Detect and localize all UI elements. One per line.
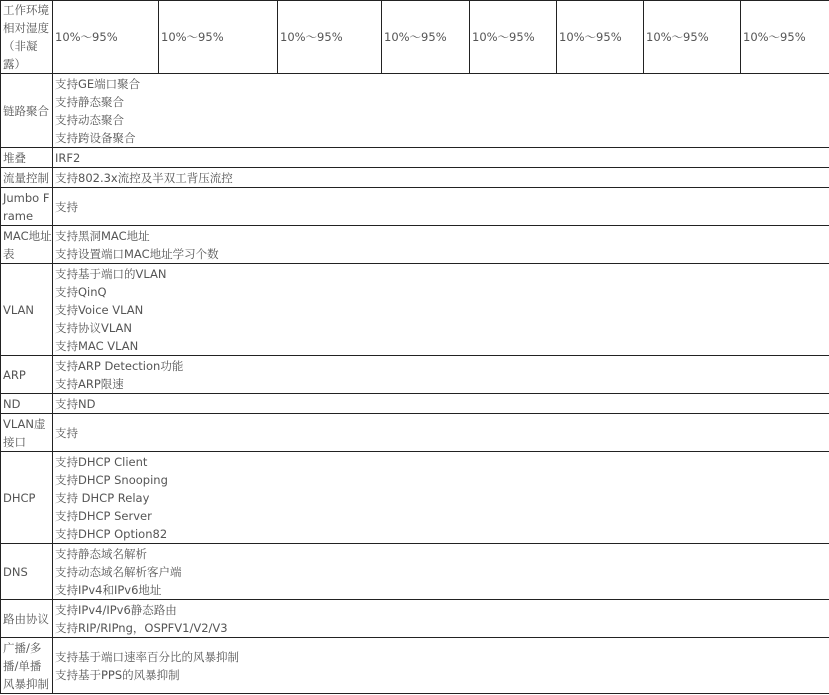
humidity-value: 10%～95% <box>278 1 382 74</box>
feature-value-cell <box>53 600 829 638</box>
feature-value-line: 支持跨设备聚合 <box>55 130 136 145</box>
feature-row <box>1 226 829 264</box>
feature-row <box>1 168 829 188</box>
feature-row <box>1 188 829 226</box>
feature-label: 链路聚合 <box>1 74 53 148</box>
feature-value-line: 支持ARP限速 <box>55 376 124 391</box>
feature-value-cell <box>53 414 829 452</box>
feature-row <box>1 544 829 600</box>
humidity-value: 10%～95% <box>741 1 829 74</box>
feature-value-line: 支持基于PPS的风暴抑制 <box>55 667 180 682</box>
feature-value-line: 支持设置端口MAC地址学习个数 <box>55 246 219 261</box>
feature-row <box>1 638 829 694</box>
feature-value-line: 支持ARP Detection功能 <box>55 358 184 373</box>
feature-row <box>1 264 829 356</box>
feature-value-cell <box>53 74 829 148</box>
feature-value-cell <box>53 638 829 694</box>
spec-table-body <box>1 1 829 694</box>
humidity-value: 10%～95% <box>382 1 470 74</box>
feature-value-line: 支持基于端口速率百分比的风暴抑制 <box>55 649 239 664</box>
feature-label: VLAN <box>1 264 53 356</box>
feature-value-line: 支持静态域名解析 <box>55 546 147 561</box>
feature-row <box>1 394 829 414</box>
feature-label: VLAN虚接口 <box>1 414 53 452</box>
humidity-label: 工作环境相对湿度（非凝露） <box>1 1 53 74</box>
feature-value-cell <box>53 188 829 226</box>
feature-value-line: 支持Voice VLAN <box>55 302 144 317</box>
feature-label: ND <box>1 394 53 414</box>
feature-value-line: 支持动态域名解析客户端 <box>55 564 182 579</box>
humidity-row <box>1 1 829 74</box>
feature-label: MAC地址表 <box>1 226 53 264</box>
feature-value-line: 支持 <box>55 199 78 214</box>
feature-value-line: 支持黑洞MAC地址 <box>55 228 150 243</box>
feature-label: 广播/多播/单播风暴抑制 <box>1 638 53 694</box>
feature-value-line: IRF2 <box>55 150 81 165</box>
feature-value-line: 支持静态聚合 <box>55 94 124 109</box>
feature-row <box>1 356 829 394</box>
feature-value-cell <box>53 264 829 356</box>
feature-value-cell <box>53 394 829 414</box>
feature-label: DNS <box>1 544 53 600</box>
feature-value-line: 支持RIP/RIPng，OSPFV1/V2/V3 <box>55 620 228 635</box>
feature-value-line: 支持802.3x流控及半双工背压流控 <box>55 170 233 185</box>
feature-label: DHCP <box>1 452 53 544</box>
feature-label: 流量控制 <box>1 168 53 188</box>
feature-row <box>1 414 829 452</box>
feature-value-line: 支持动态聚合 <box>55 112 124 127</box>
feature-label: ARP <box>1 356 53 394</box>
humidity-value: 10%～95% <box>53 1 159 74</box>
feature-value-line: 支持 <box>55 425 78 440</box>
feature-value-line: 支持GE端口聚合 <box>55 76 141 91</box>
humidity-value: 10%～95% <box>644 1 741 74</box>
feature-label: 路由协议 <box>1 600 53 638</box>
feature-row <box>1 148 829 168</box>
humidity-value: 10%～95% <box>159 1 278 74</box>
feature-value-cell <box>53 452 829 544</box>
feature-value-line: 支持IPv4和IPv6地址 <box>55 582 162 597</box>
feature-value-line: 支持MAC VLAN <box>55 338 139 353</box>
feature-label: Jumbo Frame <box>1 188 53 226</box>
feature-value-line: 支持DHCP Server <box>55 508 152 523</box>
feature-value-line: 支持ND <box>55 396 96 411</box>
feature-value-cell <box>53 544 829 600</box>
humidity-value: 10%～95% <box>557 1 644 74</box>
humidity-value: 10%～95% <box>470 1 557 74</box>
feature-row <box>1 600 829 638</box>
feature-value-line: 支持IPv4/IPv6静态路由 <box>55 602 177 617</box>
feature-value-cell <box>53 168 829 188</box>
feature-row <box>1 74 829 148</box>
feature-value-cell <box>53 226 829 264</box>
feature-value-line: 支持DHCP Client <box>55 454 148 469</box>
feature-row <box>1 452 829 544</box>
feature-value-line: 支持 DHCP Relay <box>55 490 150 505</box>
feature-value-cell <box>53 148 829 168</box>
feature-value-line: 支持DHCP Snooping <box>55 472 168 487</box>
feature-label: 堆叠 <box>1 148 53 168</box>
feature-value-cell <box>53 356 829 394</box>
feature-value-line: 支持基于端口的VLAN <box>55 266 167 281</box>
feature-value-line: 支持QinQ <box>55 284 107 299</box>
feature-value-line: 支持协议VLAN <box>55 320 133 335</box>
feature-value-line: 支持DHCP Option82 <box>55 526 168 541</box>
